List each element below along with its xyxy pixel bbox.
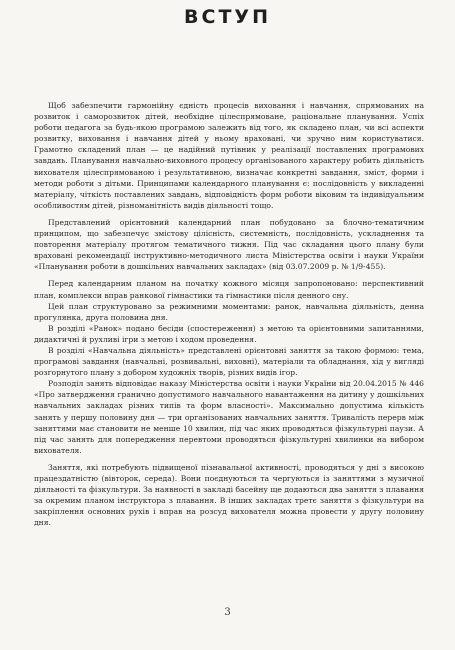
- paragraph: В розділі «Ранок» подано бесіди (спостереження) з метою та орієнтовними запитаннями, дидактичні й рухливі ігри з метою і ходом проведення.: [34, 323, 424, 344]
- paragraph: Розподіл занять відповідає наказу Міністерства освіти і науки України від 20.04.2015 № 446 «Про затвердження гранично допустимого навчального навантаження на дитину у дошкільних навчальних закладах різних типів та форм власності». Максимально допустима кількість занять у першу половину дня — три організованих навчальних заняття. Тривалість перерв між заняттями має становити не менше 10 хвилин, під час яких проводяться фізкультурні паузи. А під час занять для попередження перевтоми проводяться фізкультурні хвилинки на вибором вихователя.: [34, 379, 424, 455]
- paragraph: Щоб забезпечити гармонійну єдність процесів виховання і навчання, спрямованих на розвиток і саморозвиток дітей, необхідне цілеспрямоване, раціональне планування. Успіх роботи педагога за будь-якою програмою залежить від того, як складено план, чи всі аспекти розвитку, виховання і навчання дітей у ньому враховані, чи зручно ним користуватися. Грамотно складений план — це надійний путівник у реалізації поставлених програмових завдань. Планування навчально-виховного процесу організованого характеру робить діяльність вихователя цілеспрямованою і результативною, визначає конкретні завдання, зміст, форми і методи роботи з дітьми. Принципами календарного планування є: послідовність у викладенні матеріалу, чіткість поставлених завдань, відповідність форм роботи віковим та індивідуальним особливостям дітей, різноманітність видів діяльності тощо.: [34, 101, 424, 210]
- page-title: ВСТУП: [184, 6, 271, 28]
- document-body: [34, 100, 424, 528]
- paragraph: Представлений орієнтовний календарний план побудовано за блочно-тематичним принципом, що забезпечує змістову цілісність, системність, послідовність, ускладнення та повторення матеріалу протягом тематичного тижня. Під час складання цього плану були враховані рекомендації інструктивно-методичного листа Міністерства освіти і науки України «Планування роботи в дошкільних навчальних закладах» (від 03.07.2009 р. № 1/9-455).: [34, 217, 424, 272]
- paragraph: Перед календарним планом на початку кожного місяця запропоновано: перспективний план, комплекси вправ ранкової гімнастики та гімнастики після денного сну.: [34, 279, 424, 300]
- paragraph: В розділі «Навчальна діяльність» представлені орієнтовні заняття за такою формою: тема, програмові завдання (навчальні, розвивальні, виховні), матеріали та обладнання, хід у вигляді розгорнутого плану з добором художніх творів, різних видів ігор.: [34, 345, 424, 378]
- page-number: 3: [224, 607, 231, 618]
- paragraph: Цей план структуровано за режимними моментами: ранок, навчальна діяльність, денна прогулянка, друга половина дня.: [34, 301, 424, 322]
- paragraph: Заняття, які потребують підвищеної пізнавальної активності, проводяться у дні з високою працездатністю (вівторок, середа). Вони поєднуються та чергуються із заняттями з музичної діяльності та фізкультури. За наявності в закладі басейну ще додаються два заняття з плавання за окремим планом інструктора з плавання. В інших закладах третє заняття з фізкультури на закріплення основних рухів і вправ на розсуд вихователя можна провести у другу половину дня.: [34, 462, 424, 528]
